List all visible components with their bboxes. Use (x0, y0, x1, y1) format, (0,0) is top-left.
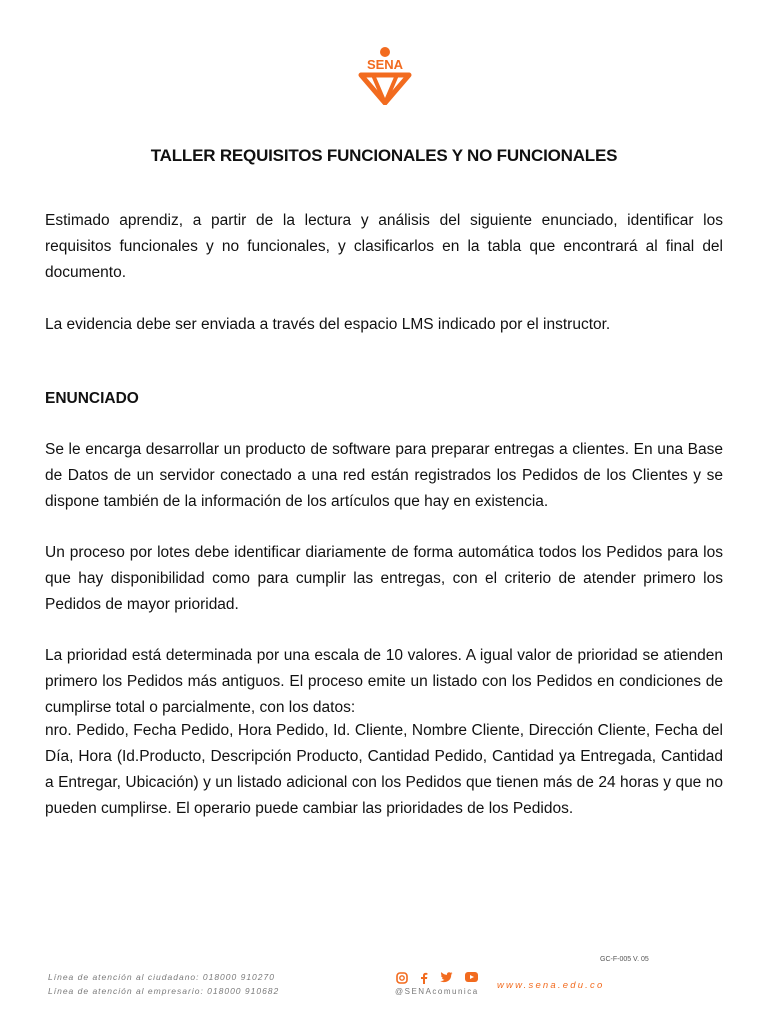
youtube-icon[interactable] (465, 972, 478, 984)
document-code: GC-F-005 V. 05 (600, 956, 649, 963)
enunciado-paragraph: nro. Pedido, Fecha Pedido, Hora Pedido, Id. Cliente, Nombre Cliente, Dirección Cliente, Fecha del Día, Hora (Id.Producto, Descripción Producto, Cantidad Pedido, Cantidad ya Entregada, Cantidad a Entregar, Ubicación) y un listado adicional con los Pedidos que tienen más de 24 horas y que no pueden cumplirse. El operario puede cambiar las prioridades de los Pedidos. (45, 722, 723, 817)
social-icons (396, 972, 478, 984)
citizen-line: Línea de atención al ciudadano: 018000 910270 (48, 972, 275, 982)
enunciado-paragraph: Se le encarga desarrollar un producto de software para preparar entregas a clientes. En una Base de Datos de un servidor conectado a una red están registrados los Pedidos de los Clientes y se dispone también de la información de los artículos que hay en existencia. (45, 441, 723, 510)
business-line: Línea de atención al empresario: 018000 910682 (48, 986, 280, 996)
contact-lines (48, 970, 279, 998)
website-link[interactable]: www.sena.edu.co (497, 980, 605, 991)
enunciado-paragraph: La prioridad está determinada por una escala de 10 valores. A igual valor de prioridad se atienden primero los Pedidos más antiguos. El proceso emite un listado con los Pedidos en condiciones de cumplirse total o parcialmente, con los datos: (45, 647, 723, 716)
facebook-icon[interactable] (420, 972, 428, 984)
document-title: TALLER REQUISITOS FUNCIONALES Y NO FUNCIONALES (150, 146, 618, 165)
intro-paragraph: Estimado aprendiz, a partir de la lectura y análisis del siguiente enunciado, identificar los requisitos funcionales y no funcionales, y clasificarlos en la tabla que encontrará al final del documento. (45, 212, 723, 281)
svg-text:SENA: SENA (366, 57, 404, 72)
social-handle: @SENAcomunica (395, 987, 479, 996)
section-heading: ENUNCIADO (45, 390, 139, 407)
enunciado-paragraph: Un proceso por lotes debe identificar diariamente de forma automática todos los Pedidos para los que hay disponibilidad como para cumplir las entregas, con el criterio de atender primero los Pedidos de mayor prioridad. (45, 544, 723, 613)
twitter-icon[interactable] (440, 972, 453, 984)
sena-logo (353, 45, 417, 105)
instagram-icon[interactable] (396, 972, 408, 984)
evidence-paragraph: La evidencia debe ser enviada a través del espacio LMS indicado por el instructor. (45, 316, 611, 333)
